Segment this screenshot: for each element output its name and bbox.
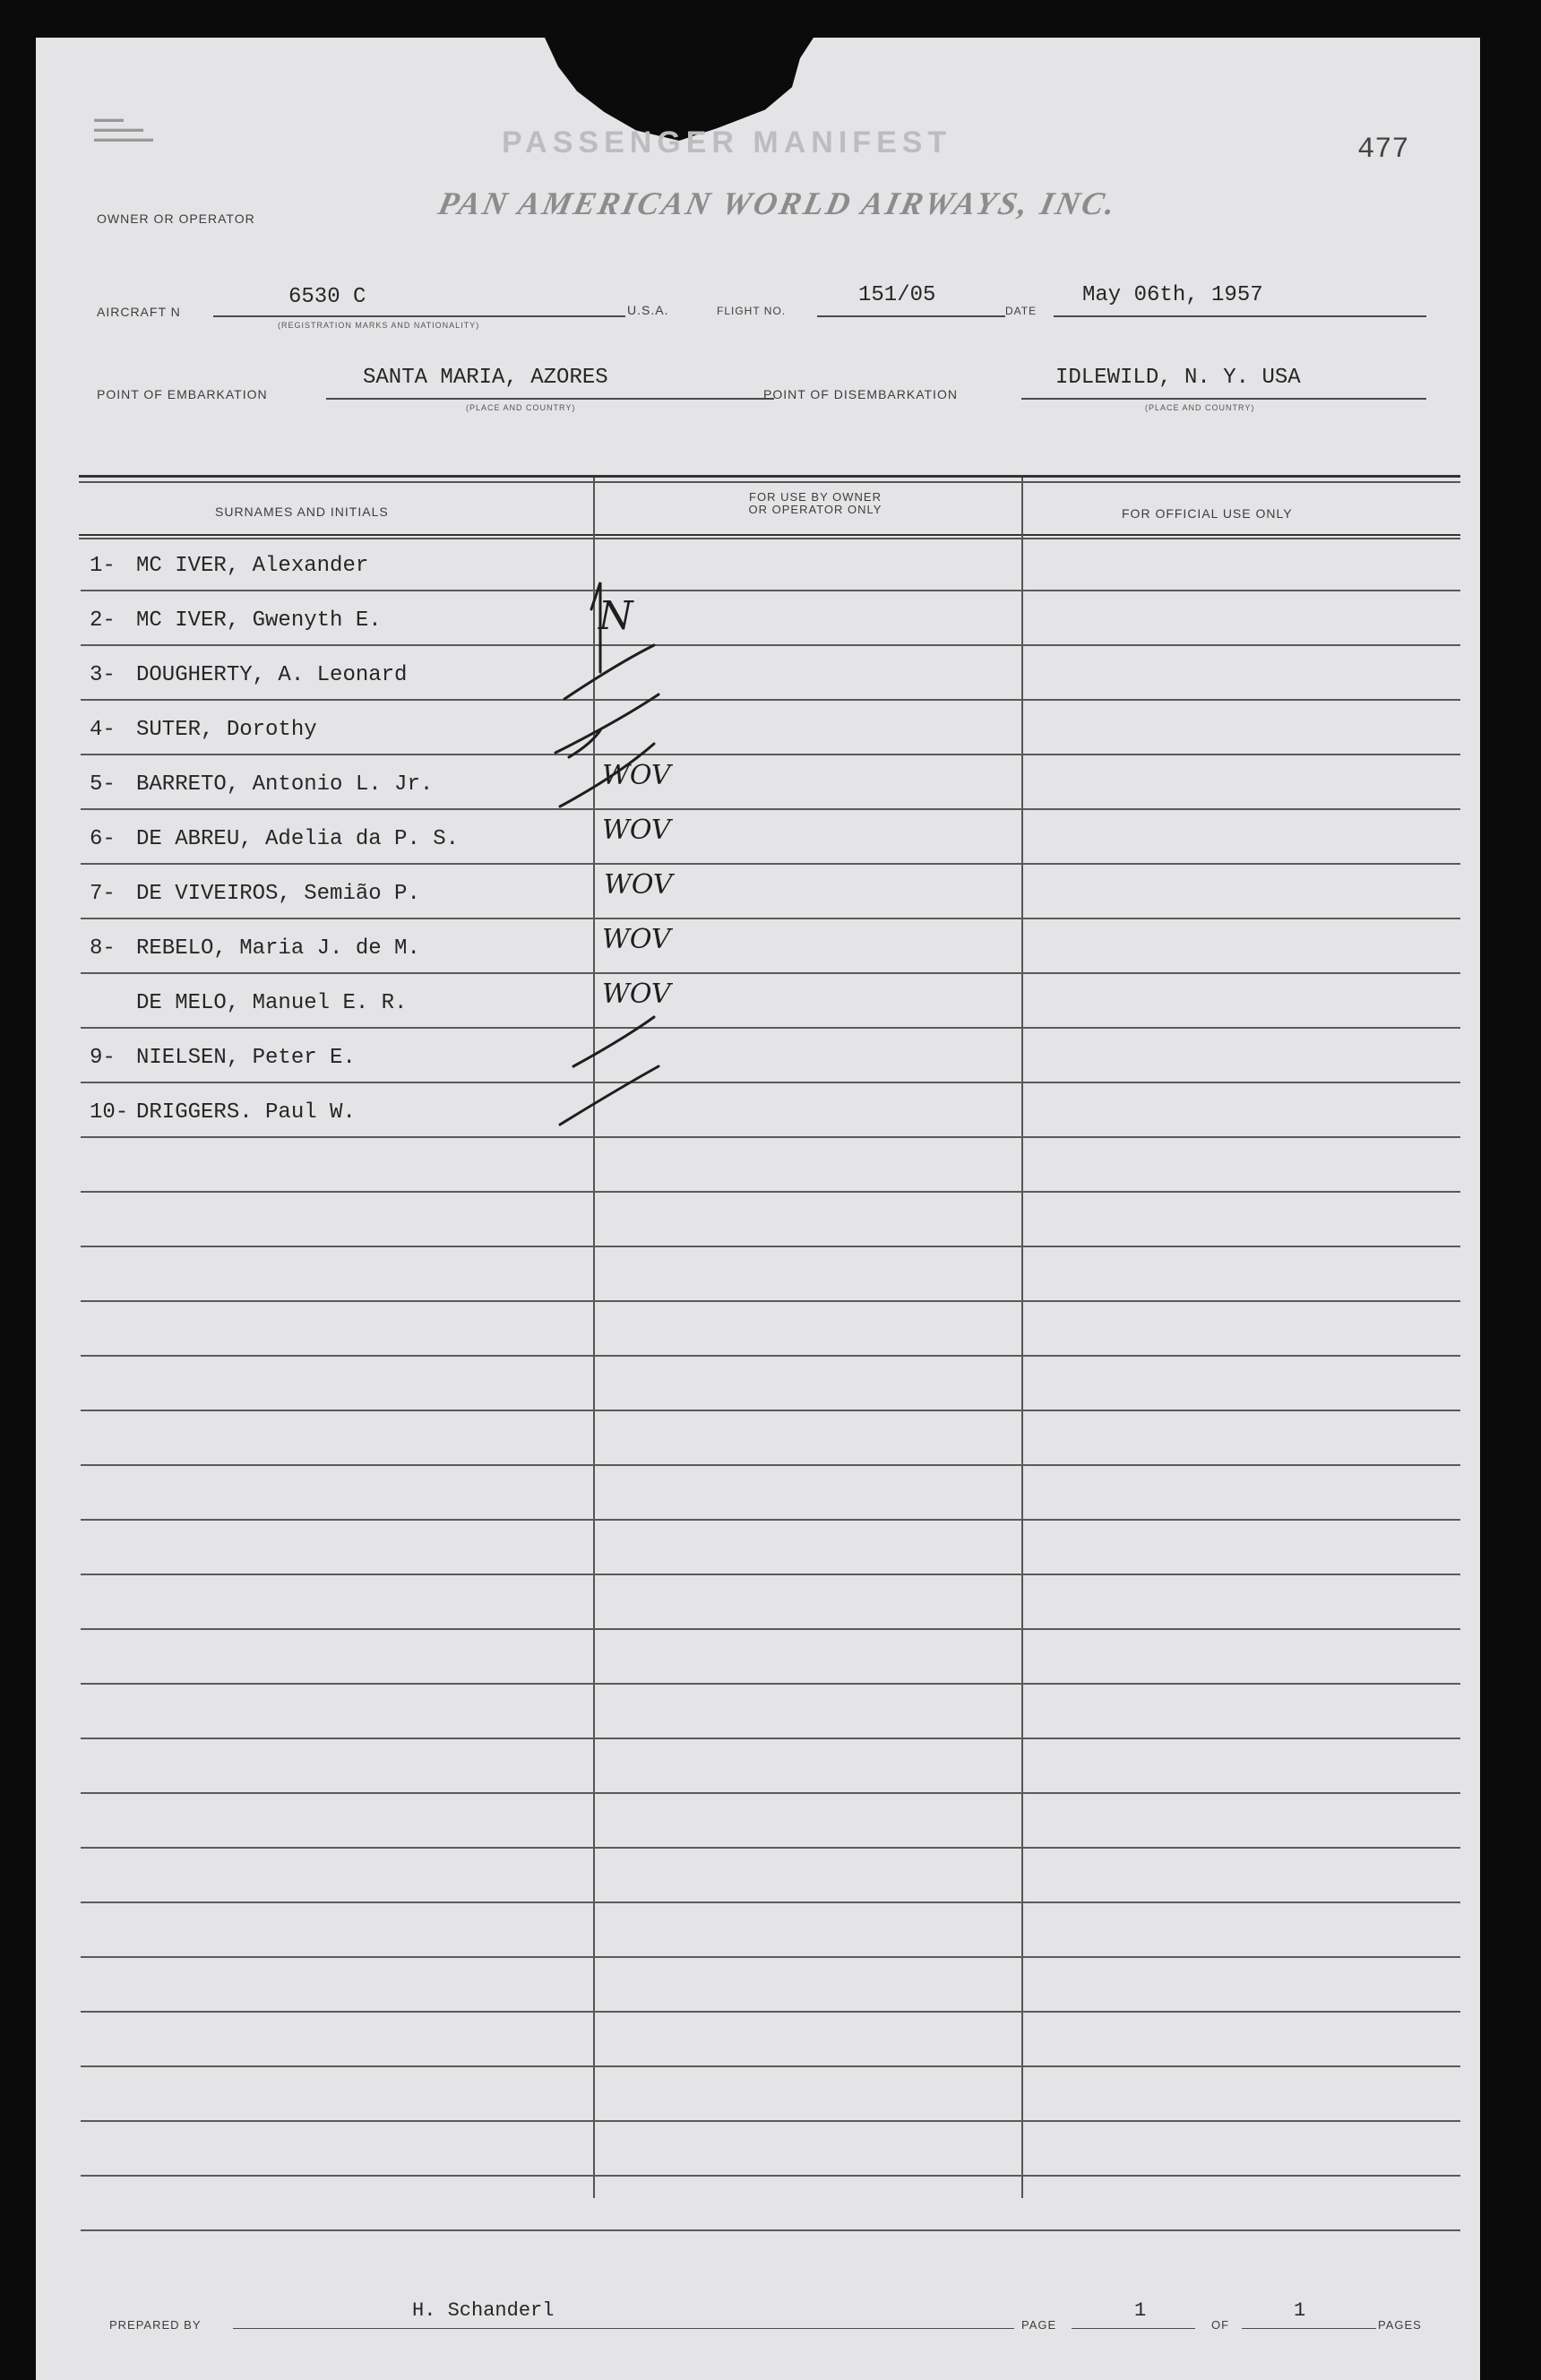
handwritten-mark-8: WOV	[602, 924, 671, 955]
ruled-line	[81, 1136, 1460, 1138]
ruled-line	[81, 1355, 1460, 1357]
of-value: 1	[1294, 2299, 1306, 2322]
handwritten-mark-8b: WOV	[602, 979, 671, 1010]
handwritten-mark-2: N	[598, 593, 633, 639]
ruled-line	[81, 1628, 1460, 1630]
date-label: DATE	[1005, 305, 1037, 317]
ruled-line	[81, 1792, 1460, 1794]
ruled-line	[81, 1082, 1460, 1083]
ruled-line	[81, 1027, 1460, 1029]
ruled-line	[81, 1191, 1460, 1193]
handwritten-mark-7: WOV	[604, 869, 673, 901]
ruled-line	[81, 863, 1460, 865]
aircraft-sub: (REGISTRATION MARKS AND NATIONALITY)	[278, 321, 480, 330]
embark-value: SANTA MARIA, AZORES	[363, 366, 608, 390]
handwritten-mark-6: WOV	[602, 815, 671, 846]
ruled-line	[81, 1738, 1460, 1739]
faded-title: PASSENGER MANIFEST	[502, 125, 952, 160]
col-header-names: SURNAMES AND INITIALS	[215, 504, 389, 519]
corner-stamp: ▬▬▬ ▬▬▬▬▬ ▬▬▬▬▬▬	[94, 114, 153, 144]
ruled-line	[81, 1956, 1460, 1958]
ruled-line	[81, 754, 1460, 755]
page-label: PAGE	[1021, 2318, 1057, 2332]
ruled-line	[81, 1683, 1460, 1685]
aircraft-value: 6530 C	[288, 285, 366, 309]
owner-label: OWNER OR OPERATOR	[97, 211, 255, 226]
ruled-line	[81, 1901, 1460, 1903]
page-number: 477	[1357, 133, 1409, 166]
prepared-label: PREPARED BY	[109, 2318, 202, 2332]
disembark-label: POINT OF DISEMBARKATION	[763, 387, 958, 401]
ruled-line	[81, 1519, 1460, 1521]
handwritten-strokes	[538, 529, 681, 1156]
flight-label: FLIGHT NO.	[717, 305, 787, 317]
of-label: OF	[1211, 2318, 1230, 2332]
ruled-line	[81, 808, 1460, 810]
ruled-line	[81, 2175, 1460, 2177]
ruled-line	[81, 972, 1460, 974]
column-divider-2	[1021, 478, 1023, 2198]
ruled-line	[81, 644, 1460, 646]
usa-label: U.S.A.	[627, 303, 669, 317]
flight-value: 151/05	[858, 283, 936, 307]
ruled-line	[81, 699, 1460, 701]
page-value: 1	[1134, 2299, 1147, 2322]
col-header-official: FOR OFFICIAL USE ONLY	[1122, 506, 1293, 521]
embark-label: POINT OF EMBARKATION	[97, 387, 268, 401]
handwritten-mark-5: WOV	[602, 760, 671, 791]
ruled-line	[81, 1246, 1460, 1247]
col-header-owner: FOR USE BY OWNER OR OPERATOR ONLY	[748, 490, 882, 516]
ruled-line	[81, 2011, 1460, 2013]
pages-label: PAGES	[1378, 2318, 1422, 2332]
ruled-line	[81, 590, 1460, 591]
ruled-line	[81, 2065, 1460, 2067]
ruled-line	[81, 2229, 1460, 2231]
ruled-line	[81, 2120, 1460, 2122]
ruled-line	[81, 1464, 1460, 1466]
embark-sub: (PLACE AND COUNTRY)	[466, 403, 576, 412]
ruled-line	[81, 1574, 1460, 1575]
prepared-value: H. Schanderl	[412, 2299, 555, 2322]
ruled-line	[81, 1847, 1460, 1849]
date-value: May 06th, 1957	[1082, 283, 1263, 307]
aircraft-label: AIRCRAFT N	[97, 305, 181, 319]
ruled-line	[81, 918, 1460, 919]
ruled-line	[81, 1410, 1460, 1411]
ruled-line	[81, 1300, 1460, 1302]
disembark-value: IDLEWILD, N. Y. USA	[1055, 366, 1301, 390]
disembark-sub: (PLACE AND COUNTRY)	[1145, 403, 1255, 412]
owner-value: PAN AMERICAN WORLD AIRWAYS, INC.	[435, 185, 1122, 221]
